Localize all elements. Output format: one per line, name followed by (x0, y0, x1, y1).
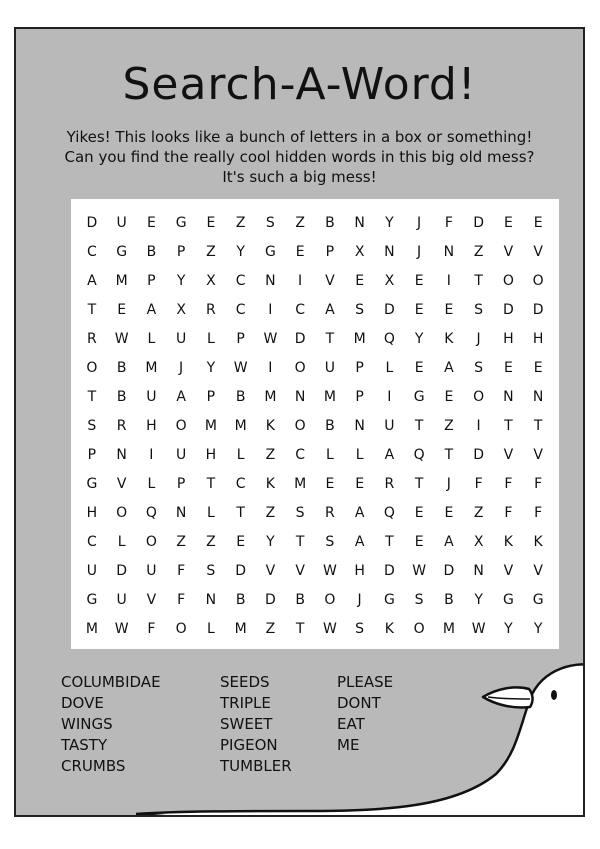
grid-letter[interactable]: V (503, 244, 514, 260)
grid-letter[interactable]: V (116, 476, 127, 492)
grid-letter[interactable]: G (175, 215, 187, 231)
grid-letter[interactable]: E (117, 302, 127, 318)
grid-letter[interactable]: W (322, 621, 337, 637)
grid-letter[interactable]: I (446, 273, 451, 289)
grid-letter[interactable]: I (149, 447, 154, 463)
grid-letter[interactable]: Y (504, 621, 513, 637)
grid-letter[interactable]: A (354, 505, 365, 521)
grid-letter[interactable]: C (295, 447, 306, 463)
grid-letter[interactable]: M (353, 331, 366, 347)
grid-letter[interactable]: L (147, 331, 156, 347)
grid-letter[interactable]: S (414, 592, 424, 608)
grid-letter[interactable]: Z (295, 215, 305, 231)
page-title: Search-A-Word! (122, 59, 477, 110)
grid-letter[interactable]: E (355, 476, 365, 492)
grid-letter[interactable]: S (474, 360, 484, 376)
grid-row (77, 267, 553, 295)
grid-letter[interactable]: D (116, 563, 128, 579)
grid-letter[interactable]: E (414, 534, 424, 550)
grid-letter[interactable]: S (87, 418, 97, 434)
grid-letter[interactable]: F (504, 505, 513, 521)
grid-letter[interactable]: M (294, 476, 307, 492)
grid-letter[interactable]: D (532, 302, 544, 318)
grid-letter[interactable]: H (532, 331, 544, 347)
word-item: PLEASE (337, 673, 394, 691)
word-item: SWEET (220, 715, 273, 733)
grid-letter[interactable]: D (235, 563, 247, 579)
grid-letter[interactable]: E (295, 244, 305, 260)
grid-letter[interactable]: D (473, 215, 485, 231)
grid-letter[interactable]: O (532, 273, 544, 289)
grid-letter[interactable]: E (503, 215, 513, 231)
grid-letter[interactable]: P (206, 389, 216, 405)
grid-letter[interactable]: P (87, 447, 97, 463)
grid-letter[interactable]: P (325, 244, 335, 260)
grid-letter[interactable]: J (476, 331, 481, 347)
grid-letter[interactable]: S (355, 621, 365, 637)
grid-letter[interactable]: G (116, 244, 128, 260)
grid-letter[interactable]: W (471, 621, 486, 637)
grid-letter[interactable]: N (116, 447, 127, 463)
grid-letter[interactable]: R (206, 302, 216, 318)
grid-row (77, 325, 553, 353)
grid-letter[interactable]: Z (235, 215, 246, 231)
grid-letter[interactable]: Y (236, 244, 245, 260)
grid-letter[interactable]: B (146, 244, 157, 260)
word-item: TASTY (61, 736, 108, 754)
grid-letter[interactable]: O (294, 360, 306, 376)
grid-letter[interactable]: F (147, 621, 156, 637)
grid-letter[interactable]: E (146, 215, 156, 231)
grid-letter[interactable]: U (146, 563, 157, 579)
grid-letter[interactable]: T (533, 418, 543, 434)
grid-letter[interactable]: H (86, 505, 98, 521)
grid-letter[interactable]: B (444, 592, 454, 608)
grid-letter[interactable]: E (236, 534, 246, 550)
grid-letter[interactable]: S (206, 563, 216, 579)
grid-letter[interactable]: L (147, 476, 156, 492)
grid-letter[interactable]: P (176, 476, 186, 492)
grid-letter[interactable]: L (325, 447, 334, 463)
grid-letter[interactable]: A (87, 273, 97, 289)
grid-row (77, 528, 553, 556)
grid-letter[interactable]: H (205, 447, 217, 463)
grid-letter[interactable]: U (86, 563, 97, 579)
grid-letter[interactable]: T (87, 302, 97, 318)
grid-letter[interactable]: D (264, 592, 276, 608)
grid-letter[interactable]: Z (444, 418, 454, 434)
grid-letter[interactable]: S (474, 302, 484, 318)
grid-letter[interactable]: Z (265, 505, 276, 521)
grid-letter[interactable]: X (384, 273, 395, 289)
grid-letter[interactable]: M (115, 273, 128, 289)
grid-letter[interactable]: S (265, 215, 275, 231)
grid-letter[interactable]: L (117, 534, 126, 550)
grid-letter[interactable]: W (322, 563, 337, 579)
grid-letter[interactable]: U (116, 215, 127, 231)
grid-row (77, 383, 553, 411)
grid-letter[interactable]: E (444, 505, 454, 521)
grid-letter[interactable]: F (474, 476, 483, 492)
word-item: EAT (337, 715, 365, 733)
grid-letter[interactable]: J (417, 215, 422, 231)
grid-letter[interactable]: Q (145, 505, 157, 521)
grid-letter[interactable]: S (325, 534, 335, 550)
grid-letter[interactable]: W (114, 621, 129, 637)
grid-letter[interactable]: M (85, 621, 98, 637)
grid-letter[interactable]: L (206, 505, 215, 521)
word-item: WINGS (61, 715, 113, 733)
grid-letter[interactable]: P (147, 273, 156, 289)
grid-letter[interactable]: Z (176, 534, 186, 550)
grid-letter[interactable]: O (145, 534, 157, 550)
grid-letter[interactable]: Y (533, 621, 543, 637)
grid-letter[interactable]: B (295, 592, 305, 608)
grid-letter[interactable]: H (354, 563, 365, 579)
grid-letter[interactable]: S (355, 302, 365, 318)
grid-letter[interactable]: V (503, 447, 514, 463)
grid-letter[interactable]: T (504, 418, 513, 434)
grid-letter[interactable]: N (503, 389, 514, 405)
grid-letter[interactable]: W (233, 360, 248, 376)
grid-letter[interactable]: F (534, 505, 543, 521)
grid-letter[interactable]: O (175, 418, 187, 434)
grid-letter[interactable]: L (236, 447, 245, 463)
grid-letter[interactable]: C (235, 476, 246, 492)
grid-letter[interactable]: C (86, 534, 97, 550)
grid-letter[interactable]: T (295, 534, 305, 550)
grid-letter[interactable]: Z (206, 534, 216, 550)
grid-letter[interactable]: J (417, 244, 422, 260)
grid-letter[interactable]: N (175, 505, 187, 521)
grid-letter[interactable]: E (444, 302, 454, 318)
grid-letter[interactable]: O (324, 592, 336, 608)
word-item: DOVE (61, 694, 104, 712)
grid-letter[interactable]: P (176, 244, 186, 260)
grid-letter[interactable]: A (444, 534, 454, 550)
grid-letter[interactable]: B (235, 389, 246, 405)
grid-letter[interactable]: T (385, 534, 394, 550)
grid-letter[interactable]: T (236, 505, 245, 521)
grid-row (77, 441, 553, 469)
grid-letter[interactable]: D (383, 563, 395, 579)
grid-letter[interactable]: G (502, 592, 514, 608)
grid-letter[interactable]: I (298, 273, 303, 289)
grid-letter[interactable]: K (533, 534, 543, 550)
grid-letter[interactable]: P (355, 389, 364, 405)
grid-row (77, 557, 553, 585)
grid-letter[interactable]: Y (206, 360, 216, 376)
grid-letter[interactable]: U (116, 592, 127, 608)
grid-letter[interactable]: O (175, 621, 187, 637)
grid-letter[interactable]: D (443, 563, 455, 579)
word-item: TRIPLE (220, 694, 271, 712)
grid-letter[interactable]: G (532, 592, 544, 608)
grid-letter[interactable]: J (357, 592, 362, 608)
grid-letter[interactable]: B (116, 389, 127, 405)
grid-letter[interactable]: Z (206, 244, 216, 260)
grid-letter[interactable]: W (412, 563, 427, 579)
grid-letter[interactable]: B (116, 360, 127, 376)
grid-letter[interactable]: N (205, 592, 217, 608)
grid-letter[interactable]: M (323, 389, 336, 405)
word-item: COLUMBIDAE (61, 673, 161, 691)
grid-letter[interactable]: K (444, 331, 454, 347)
grid-letter[interactable]: H (503, 331, 514, 347)
grid-letter[interactable]: G (264, 244, 276, 260)
grid-letter[interactable]: M (204, 418, 217, 434)
word-item: TUMBLER (220, 757, 292, 775)
grid-letter[interactable]: E (414, 302, 424, 318)
grid-letter[interactable]: L (206, 331, 215, 347)
grid-letter[interactable]: N (384, 244, 395, 260)
grid-letter[interactable]: N (443, 244, 455, 260)
pigeon-illustration (136, 659, 585, 817)
word-item: SEEDS (220, 673, 270, 691)
grid-letter[interactable]: L (385, 360, 394, 376)
grid-letter[interactable]: V (146, 592, 157, 608)
grid-letter[interactable]: W (263, 331, 278, 347)
grid-letter[interactable]: C (235, 273, 246, 289)
grid-letter[interactable]: C (295, 302, 306, 318)
grid-letter[interactable]: E (503, 360, 513, 376)
grid-letter[interactable]: E (414, 360, 424, 376)
grid-letter[interactable]: H (146, 418, 157, 434)
grid-letter[interactable]: R (325, 505, 335, 521)
grid-row (77, 470, 553, 498)
grid-letter[interactable]: N (354, 418, 365, 434)
grid-letter[interactable]: T (325, 331, 335, 347)
grid-letter[interactable]: E (533, 215, 543, 231)
grid-letter[interactable]: Y (474, 592, 483, 608)
grid-letter[interactable]: M (234, 418, 247, 434)
grid-letter[interactable]: E (414, 273, 424, 289)
grid-letter[interactable]: Z (265, 447, 276, 463)
grid-letter[interactable]: L (206, 621, 215, 637)
grid-letter[interactable]: O (502, 273, 514, 289)
grid-letter[interactable]: J (446, 476, 451, 492)
grid-letter[interactable]: E (533, 360, 543, 376)
grid-letter[interactable]: D (294, 331, 306, 347)
grid-letter[interactable]: W (114, 331, 129, 347)
grid-letter[interactable]: O (116, 505, 128, 521)
grid-row (77, 296, 553, 324)
grid-letter[interactable]: I (268, 302, 273, 318)
grid-letter[interactable]: Y (385, 215, 394, 231)
grid-letter[interactable]: A (354, 534, 365, 550)
grid-letter[interactable]: U (176, 447, 187, 463)
grid-letter[interactable]: V (533, 563, 543, 579)
grid-row (77, 238, 553, 266)
word-item: DONT (337, 694, 381, 712)
grid-letter[interactable]: Q (413, 447, 425, 463)
grid-letter[interactable]: N (265, 273, 276, 289)
grid-letter[interactable]: Q (383, 505, 395, 521)
grid-letter[interactable]: I (476, 418, 481, 434)
grid-letter[interactable]: E (444, 389, 454, 405)
grid-letter[interactable]: N (473, 563, 484, 579)
grid-letter[interactable]: U (176, 331, 187, 347)
grid-letter[interactable]: E (414, 505, 424, 521)
grid-letter[interactable]: O (413, 621, 425, 637)
word-item: PIGEON (220, 736, 278, 754)
grid-letter[interactable]: U (146, 389, 157, 405)
grid-letter[interactable]: T (206, 476, 216, 492)
grid-letter[interactable]: B (235, 592, 246, 608)
grid-letter[interactable]: V (325, 273, 335, 289)
grid-letter[interactable]: G (86, 592, 98, 608)
grid-letter[interactable]: X (176, 302, 186, 318)
grid-letter[interactable]: M (264, 389, 277, 405)
grid-letter[interactable]: Y (176, 273, 186, 289)
word-item: CRUMBS (61, 757, 126, 775)
grid-letter[interactable]: O (294, 418, 306, 434)
grid-letter[interactable]: R (116, 418, 127, 434)
grid-letter[interactable]: M (234, 621, 247, 637)
grid-letter[interactable]: N (532, 389, 544, 405)
grid-letter[interactable]: M (442, 621, 455, 637)
grid-letter[interactable]: X (354, 244, 365, 260)
grid-letter[interactable]: A (325, 302, 335, 318)
puzzle-page (14, 27, 585, 817)
grid-letter[interactable]: C (86, 244, 97, 260)
grid-letter[interactable]: L (355, 447, 364, 463)
grid-letter[interactable]: F (177, 592, 186, 608)
grid-letter[interactable]: T (444, 447, 454, 463)
grid-letter[interactable]: G (383, 592, 395, 608)
grid-letter[interactable]: T (414, 476, 424, 492)
grid-row (77, 499, 553, 527)
grid-letter[interactable]: T (474, 273, 483, 289)
grid-letter[interactable]: V (533, 244, 543, 260)
grid-letter[interactable]: O (86, 360, 98, 376)
grid-row (77, 209, 553, 237)
grid-letter[interactable]: A (444, 360, 454, 376)
grid-letter[interactable]: Z (265, 621, 276, 637)
grid-letter[interactable]: D (383, 302, 395, 318)
grid-letter[interactable]: D (473, 447, 485, 463)
grid-letter[interactable]: I (387, 389, 392, 405)
letter-grid[interactable] (71, 199, 559, 649)
grid-letter[interactable]: B (325, 215, 335, 231)
grid-letter[interactable]: K (265, 418, 275, 434)
grid-letter[interactable]: D (502, 302, 514, 318)
grid-letter[interactable]: F (534, 476, 543, 492)
grid-letter[interactable]: G (86, 476, 98, 492)
grid-letter[interactable]: V (533, 447, 543, 463)
grid-letter[interactable]: E (355, 273, 365, 289)
grid-letter[interactable]: A (384, 447, 395, 463)
grid-letter[interactable]: T (414, 418, 424, 434)
grid-letter[interactable]: R (87, 331, 97, 347)
grid-letter[interactable]: Y (414, 331, 424, 347)
grid-letter[interactable]: Z (473, 244, 484, 260)
grid-letter[interactable]: N (354, 215, 365, 231)
grid-letter[interactable]: R (384, 476, 395, 492)
grid-letter[interactable]: Q (383, 331, 395, 347)
grid-letter[interactable]: M (145, 360, 158, 376)
word-item: ME (337, 736, 360, 754)
grid-letter[interactable]: Z (473, 505, 484, 521)
grid-letter[interactable]: T (87, 389, 97, 405)
grid-letter[interactable]: F (177, 563, 186, 579)
grid-letter[interactable]: X (206, 273, 216, 289)
grid-letter[interactable]: B (325, 418, 335, 434)
grid-letter[interactable]: F (504, 476, 513, 492)
grid-letter[interactable]: S (295, 505, 305, 521)
grid-letter[interactable]: O (473, 389, 485, 405)
grid-letter[interactable]: C (235, 302, 246, 318)
grid-letter[interactable]: E (325, 476, 335, 492)
grid-letter[interactable]: U (384, 418, 395, 434)
intro-text: Yikes! This looks like a bunch of letters in a box or something! Can you find the really cool hidden words in this big old mess? It's such a big mess! (64, 128, 535, 186)
grid-letter[interactable]: U (324, 360, 335, 376)
grid-row (77, 412, 553, 440)
grid-letter[interactable]: A (146, 302, 157, 318)
grid-letter[interactable]: N (294, 389, 306, 405)
grid-letter[interactable]: V (503, 563, 514, 579)
grid-row (77, 354, 553, 382)
grid-letter[interactable]: T (295, 621, 305, 637)
grid-letter[interactable]: P (355, 360, 364, 376)
grid-letter[interactable]: V (265, 563, 276, 579)
grid-letter[interactable]: K (503, 534, 513, 550)
grid-row (77, 615, 553, 643)
grid-letter[interactable]: K (384, 621, 394, 637)
grid-letter[interactable]: I (268, 360, 273, 376)
grid-letter[interactable]: D (86, 215, 98, 231)
grid-letter[interactable]: V (295, 563, 305, 579)
grid-letter[interactable]: K (265, 476, 275, 492)
grid-letter[interactable]: X (473, 534, 484, 550)
grid-letter[interactable]: E (206, 215, 216, 231)
grid-letter[interactable]: J (179, 360, 184, 376)
grid-row (77, 586, 553, 614)
grid-letter[interactable]: P (236, 331, 245, 347)
grid-letter[interactable]: Y (266, 534, 275, 550)
grid-letter[interactable]: G (413, 389, 425, 405)
grid-letter[interactable]: A (176, 389, 186, 405)
grid-letter[interactable]: F (444, 215, 453, 231)
